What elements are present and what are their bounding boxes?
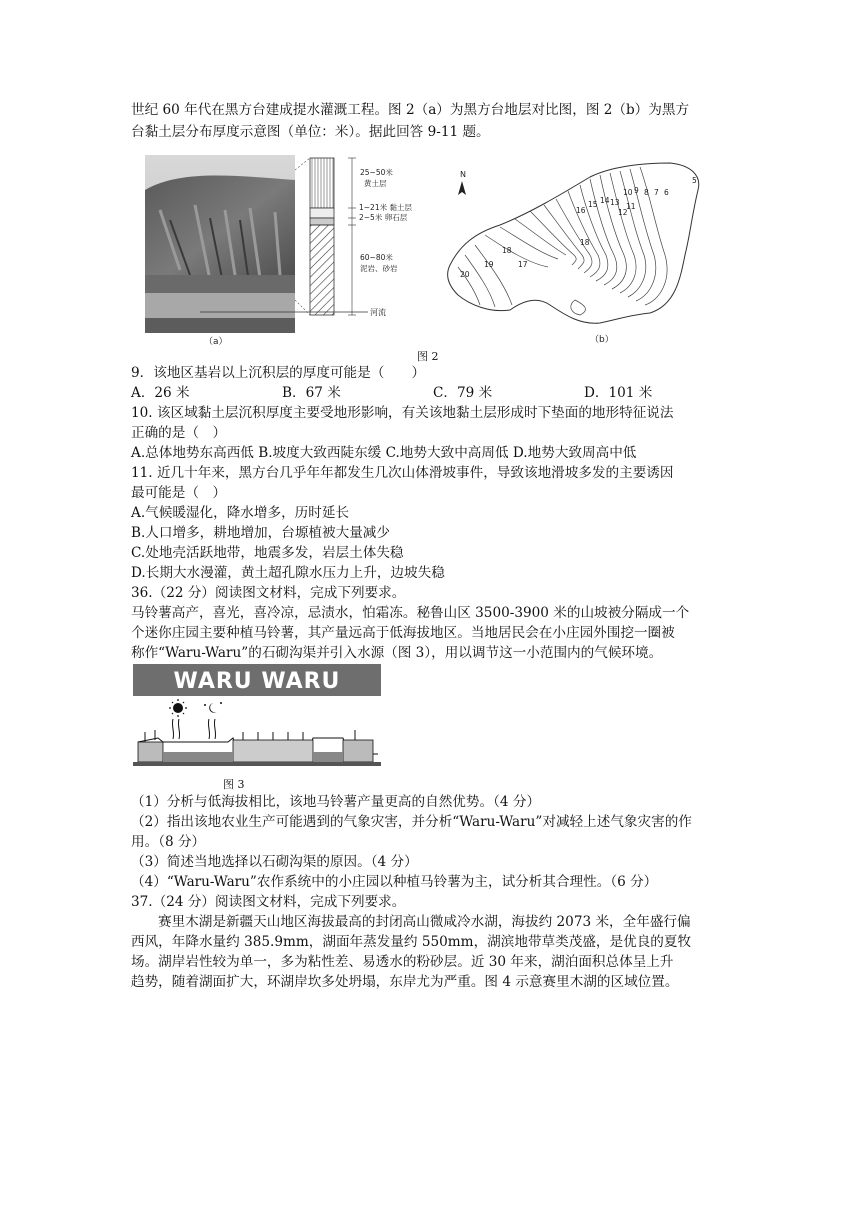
isoline-label: 7 xyxy=(654,188,659,197)
river-label: 河流 xyxy=(370,308,386,317)
isoline-label: 11 xyxy=(626,202,636,211)
q37-para-2: 西风，年降水量约 385.9mm，湖面年蒸发量约 550mm，湖滨地带草类茂盛，是优良的夏牧 xyxy=(131,934,692,950)
isoline-label: 13 xyxy=(610,198,620,207)
q11-option-d: D.长期大水漫灌，黄土超孔隙水压力上升，边坡失稳 xyxy=(131,565,445,581)
q37-para-1: 赛里木湖是新疆天山地区海拔最高的封闭高山微咸冷水湖，海拔约 2073 米，全年盛行偏 xyxy=(158,914,691,930)
q10-stem-1: 10. 该区域黏土层沉积厚度主要受地形影响，有关该地黏土层形成时下垫面的地形特征说法 xyxy=(131,405,674,421)
isoline-label: 19 xyxy=(484,260,494,269)
isoline-label: 17 xyxy=(518,260,528,269)
isoline-label: 15 xyxy=(588,200,598,209)
q37-para-4: 趋势，随着湖面扩大，环湖岸坎多处坍塌，东岸尤为严重。图 4 示意赛里木湖的区域位置。 xyxy=(131,974,679,990)
q11-option-a: A.气候暖湿化，降水增多，历时延长 xyxy=(131,505,350,521)
figure-3-caption: 图 3 xyxy=(223,778,245,791)
q9-option-d: D．101 米 xyxy=(584,385,653,401)
isoline-label: 6 xyxy=(664,188,669,197)
gravel-label: 2~5米 卵石层 xyxy=(359,213,408,222)
mudstone-name: 泥岩、砂岩 xyxy=(360,264,398,273)
isoline-label: 18 xyxy=(502,246,512,255)
figure-2a xyxy=(140,150,430,350)
intro-line-1: 世纪 60 年代在黑方台建成提水灌溉工程。图 2（a）为黑方台地层对比图，图 2（b）为黑方 xyxy=(131,102,690,118)
isoline-label: 20 xyxy=(460,270,470,279)
isoline-label: 14 xyxy=(600,196,610,205)
moon-icon xyxy=(204,702,222,713)
isoline-label: 18 xyxy=(580,238,590,247)
q36-para-2: 个迷你庄园主要种植马铃薯，其产量远高于低海拔地区。当地居民会在小庄园外围挖一圈被 xyxy=(131,625,675,641)
sun-icon xyxy=(169,699,187,717)
isoline-label: 16 xyxy=(576,206,586,215)
figure-2-caption: 图 2 xyxy=(417,350,439,363)
q11-option-b: B.人口增多，耕地增加，台塬植被大量减少 xyxy=(131,525,390,541)
q11-stem-2: 最可能是（ ） xyxy=(131,485,227,501)
loess-thickness: 25~50米 xyxy=(360,168,393,177)
loess-name: 黄土层 xyxy=(364,179,387,188)
q11-stem-1: 11. 近几十年来，黑方台几乎年年都发生几次山体滑坡事件，导致该地滑坡多发的主要诱因 xyxy=(131,465,674,481)
isoline-label: 9 xyxy=(634,186,639,195)
q36-sub-4: （4）“Waru-Waru”农作系统中的小庄园以种植马铃薯为主，试分析其合理性。（6 分） xyxy=(131,874,658,890)
q10-stem-2: 正确的是（ ） xyxy=(131,425,227,441)
q10-options: A.总体地势东高西低 B.坡度大致西陡东缓 C.地势大致中高周低 D.地势大致周高中低 xyxy=(131,445,637,461)
figure-2b xyxy=(440,155,720,350)
q36-heading: 36.（22 分）阅读图文材料，完成下列要求。 xyxy=(131,585,406,601)
figure-2a-label: （a） xyxy=(204,337,228,347)
waru-waru-banner: WARU WARU xyxy=(173,669,341,694)
mudstone-thickness: 60~80米 xyxy=(360,253,393,262)
q36-sub-3: （3）简述当地选择以石砌沟渠的原因。（4 分） xyxy=(131,854,418,870)
q36-sub-2b: 用。（8 分） xyxy=(131,834,206,850)
intro-line-2: 台黏土层分布厚度示意图（单位：米）。据此回答 9-11 题。 xyxy=(131,124,490,140)
q9-option-b: B．67 米 xyxy=(282,385,341,401)
north-arrow-icon xyxy=(458,181,466,195)
q11-option-c: C.处地壳活跃地带，地震多发，岩层土体失稳 xyxy=(131,545,404,561)
north-label: N xyxy=(460,170,466,179)
q37-heading: 37.（24 分）阅读图文材料，完成下列要求。 xyxy=(131,894,406,910)
q9-option-c: C．79 米 xyxy=(433,385,493,401)
q9-stem: 9．该地区基岩以上沉积层的厚度可能是（ ） xyxy=(131,365,426,381)
q9-option-a: A．26 米 xyxy=(131,385,190,401)
isoline-label: 10 xyxy=(623,188,633,197)
q36-para-1: 马铃薯高产，喜光，喜冷凉，忌渍水，怕霜冻。秘鲁山区 3500-3900 米的山坡被分隔成一个 xyxy=(131,605,690,621)
isoline-label: 8 xyxy=(644,188,649,197)
figure-2b-label: （b） xyxy=(590,335,614,345)
q36-sub-2a: （2）指出该地农业生产可能遇到的气象灾害，并分析“Waru-Waru”对减轻上述气象灾害的作 xyxy=(131,814,692,830)
figure-3 xyxy=(133,664,383,772)
q37-para-3: 场。湖岸岩性较为单一，多为粘性差、易透水的粉砂层。近 30 年来，湖泊面积总体呈上升 xyxy=(131,954,674,970)
q36-sub-1: （1）分析与低海拔相比，该地马铃薯产量更高的自然优势。（4 分） xyxy=(131,794,541,810)
isoline-label: 5 xyxy=(692,176,697,185)
clay-label: 1~21米 黏土层 xyxy=(359,203,412,212)
q36-para-3: 称作“Waru-Waru”的石砌沟渠并引入水源（图 3），用以调节这一小范围内的气候环境。 xyxy=(131,645,663,661)
isoline-label: 12 xyxy=(618,208,628,217)
